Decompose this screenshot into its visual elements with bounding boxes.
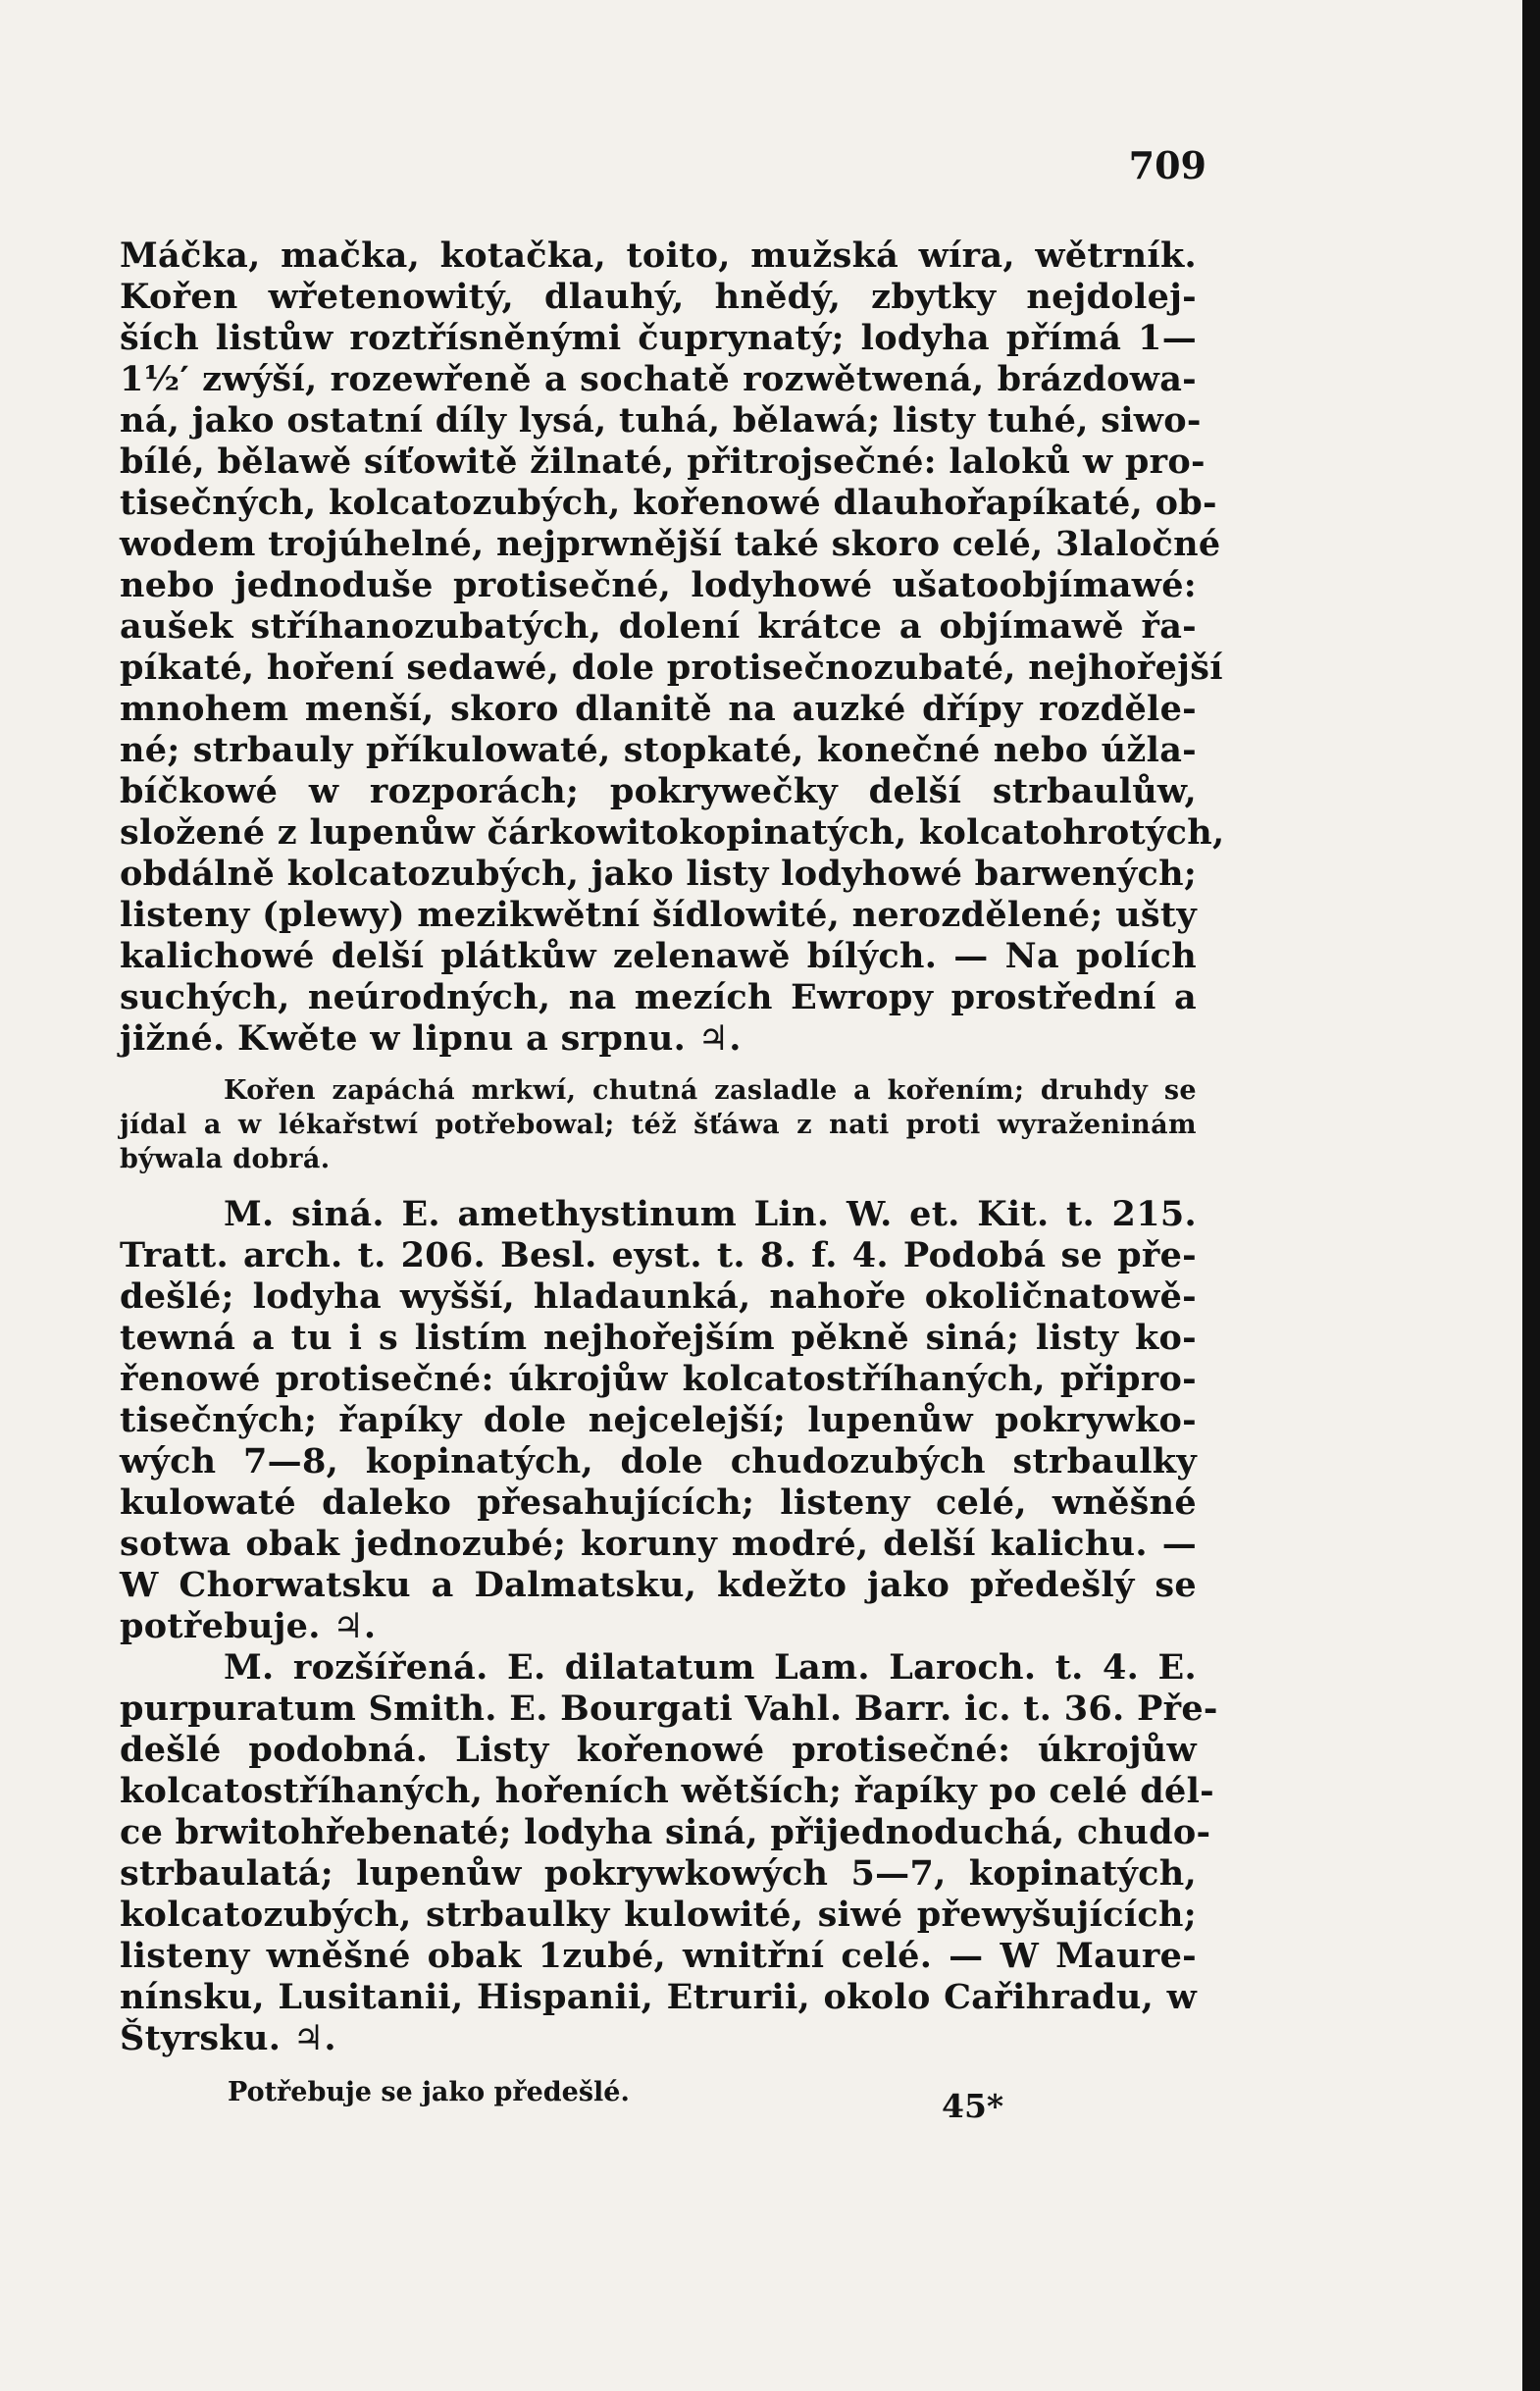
page-number: 709 xyxy=(1128,143,1206,187)
text-line: bílé, bělawě síťowitě žilnaté, přitrojsečné: laloků w pro- xyxy=(120,442,1206,482)
text-line: strbaulatá; lupenůw pokrywkowých 5—7, kopinatých, xyxy=(120,1853,1197,1894)
text-line: potřebuje. ♃. xyxy=(120,1606,377,1646)
text-line: jižné. Kwěte w lipnu a srpnu. ♃. xyxy=(120,1018,742,1059)
note-line: býwala dobrá. xyxy=(120,1144,331,1174)
text-line: kalichowé delší plátkůw zelenawě bílých. — Na polích xyxy=(120,936,1197,976)
text-line: obdálně kolcatozubých, jako listy lodyhowé barwených; xyxy=(120,854,1198,894)
note-line: jídal a w lékařstwí potřebowal; též šťáwa z nati proti wyraženinám xyxy=(120,1110,1197,1140)
text-line: píkaté, hoření sedawé, dole protisečnozubaté, nejhořejší xyxy=(120,648,1223,688)
footer-note: Potřebuje se jako předešlé. xyxy=(228,2077,630,2107)
signature-mark: 45* xyxy=(942,2087,1004,2125)
footer xyxy=(120,2075,1197,2125)
text-line: wodem trojúhelné, nejprwnější také skoro celé, 3laločné xyxy=(120,524,1221,564)
text-line: listeny (plewy) mezikwětní šídlowité, nerozdělené; ušty xyxy=(120,895,1197,935)
text-line: dešlé podobná. Listy kořenowé protisečné: úkrojůw xyxy=(120,1730,1197,1770)
text-line: Štyrsku. ♃. xyxy=(120,2018,336,2058)
species-dilatatum xyxy=(120,1647,1218,2059)
main-paragraph xyxy=(120,235,1225,1060)
text-line: wých 7—8, kopinatých, dole chudozubých strbaulky xyxy=(120,1441,1197,1481)
text-line: bíčkowé w rozporách; pokrywečky delší strbaulůw, xyxy=(120,771,1197,811)
text-line: ná, jako ostatní díly lysá, tuhá, bělawá; listy tuhé, siwo- xyxy=(120,400,1202,441)
text-line: dešlé; lodyha wyšší, hladaunká, nahoře okoličnatowě- xyxy=(120,1276,1197,1317)
text-line: ce brwitohřebenaté; lodyha siná, přijednoduchá, chudo- xyxy=(120,1812,1211,1852)
text-line: tisečných, kolcatozubých, kořenowé dlauhořapíkaté, ob- xyxy=(120,483,1217,523)
text-line: sotwa obak jednozubé; koruny modré, delší kalichu. — xyxy=(120,1524,1197,1564)
text-line: kolcatozubých, strbaulky kulowité, siwé přewyšujících; xyxy=(120,1895,1197,1935)
text-line: tewná a tu i s listím nejhořejším pěkně siná; listy ko- xyxy=(120,1318,1197,1358)
note-line: Kořen zapáchá mrkwí, chutná zasladle a kořením; druhdy se xyxy=(224,1075,1197,1106)
book-edge xyxy=(1522,0,1540,2391)
text-line: né; strbauly příkulowaté, stopkaté, konečné nebo úžla- xyxy=(120,730,1197,770)
text-line: ších listůw roztřísněnými čuprynatý; lodyha přímá 1— xyxy=(120,318,1197,358)
text-line: Tratt. arch. t. 206. Besl. eyst. t. 8. f. 4. Podobá se pře- xyxy=(120,1235,1197,1275)
text-line: 1½′ zwýší, rozewřeně a sochatě rozwětwená, brázdowa- xyxy=(120,359,1197,399)
text-line: W Chorwatsku a Dalmatsku, kdežto jako předešlý se xyxy=(120,1565,1197,1605)
text-line: tisečných; řapíky dole nejcelejší; lupenůw pokrywko- xyxy=(120,1400,1197,1440)
text-line: Kořen wřetenowitý, dlauhý, hnědý, zbytky nejdolej- xyxy=(120,277,1197,317)
text-line: mnohem menší, skoro dlanitě na auzké dřípy rozděle- xyxy=(120,689,1197,729)
text-line: nebo jednoduše protisečné, lodyhowé ušatoobjímawé: xyxy=(120,565,1197,605)
text-line: M. siná. E. amethystinum Lin. W. et. Kit. t. 215. xyxy=(224,1194,1197,1234)
text-line: nínsku, Lusitanii, Hispanii, Etrurii, okolo Cařihradu, w xyxy=(120,1977,1197,2017)
text-line: M. rozšířená. E. dilatatum Lam. Laroch. t. 4. E. xyxy=(224,1647,1197,1688)
text-line: kulowaté daleko přesahujících; listeny celé, wněšné xyxy=(120,1482,1197,1523)
species-amethystinum xyxy=(120,1194,1197,1647)
text-line: Máčka, mačka, kotačka, toito, mužská wíra, wětrník. xyxy=(120,235,1197,276)
text-line: složené z lupenůw čárkowitokopinatých, kolcatohrotých, xyxy=(120,812,1225,853)
text-line: listeny wněšné obak 1zubé, wnitřní celé. — W Maure- xyxy=(120,1936,1197,1976)
usage-note xyxy=(120,1073,1197,1176)
text-line: aušek stříhanozubatých, dolení krátce a objímawě řa- xyxy=(120,606,1197,647)
text-line: řenowé protisečné: úkrojůw kolcatostříhaných, připro- xyxy=(120,1359,1197,1399)
text-line: kolcatostříhaných, hořeních wětších; řapíky po celé dél- xyxy=(120,1771,1215,1811)
text-line: suchých, neúrodných, na mezích Ewropy prostřední a xyxy=(120,977,1197,1017)
text-line: purpuratum Smith. E. Bourgati Vahl. Barr. ic. t. 36. Pře- xyxy=(120,1689,1218,1729)
page-body xyxy=(120,235,1225,2125)
